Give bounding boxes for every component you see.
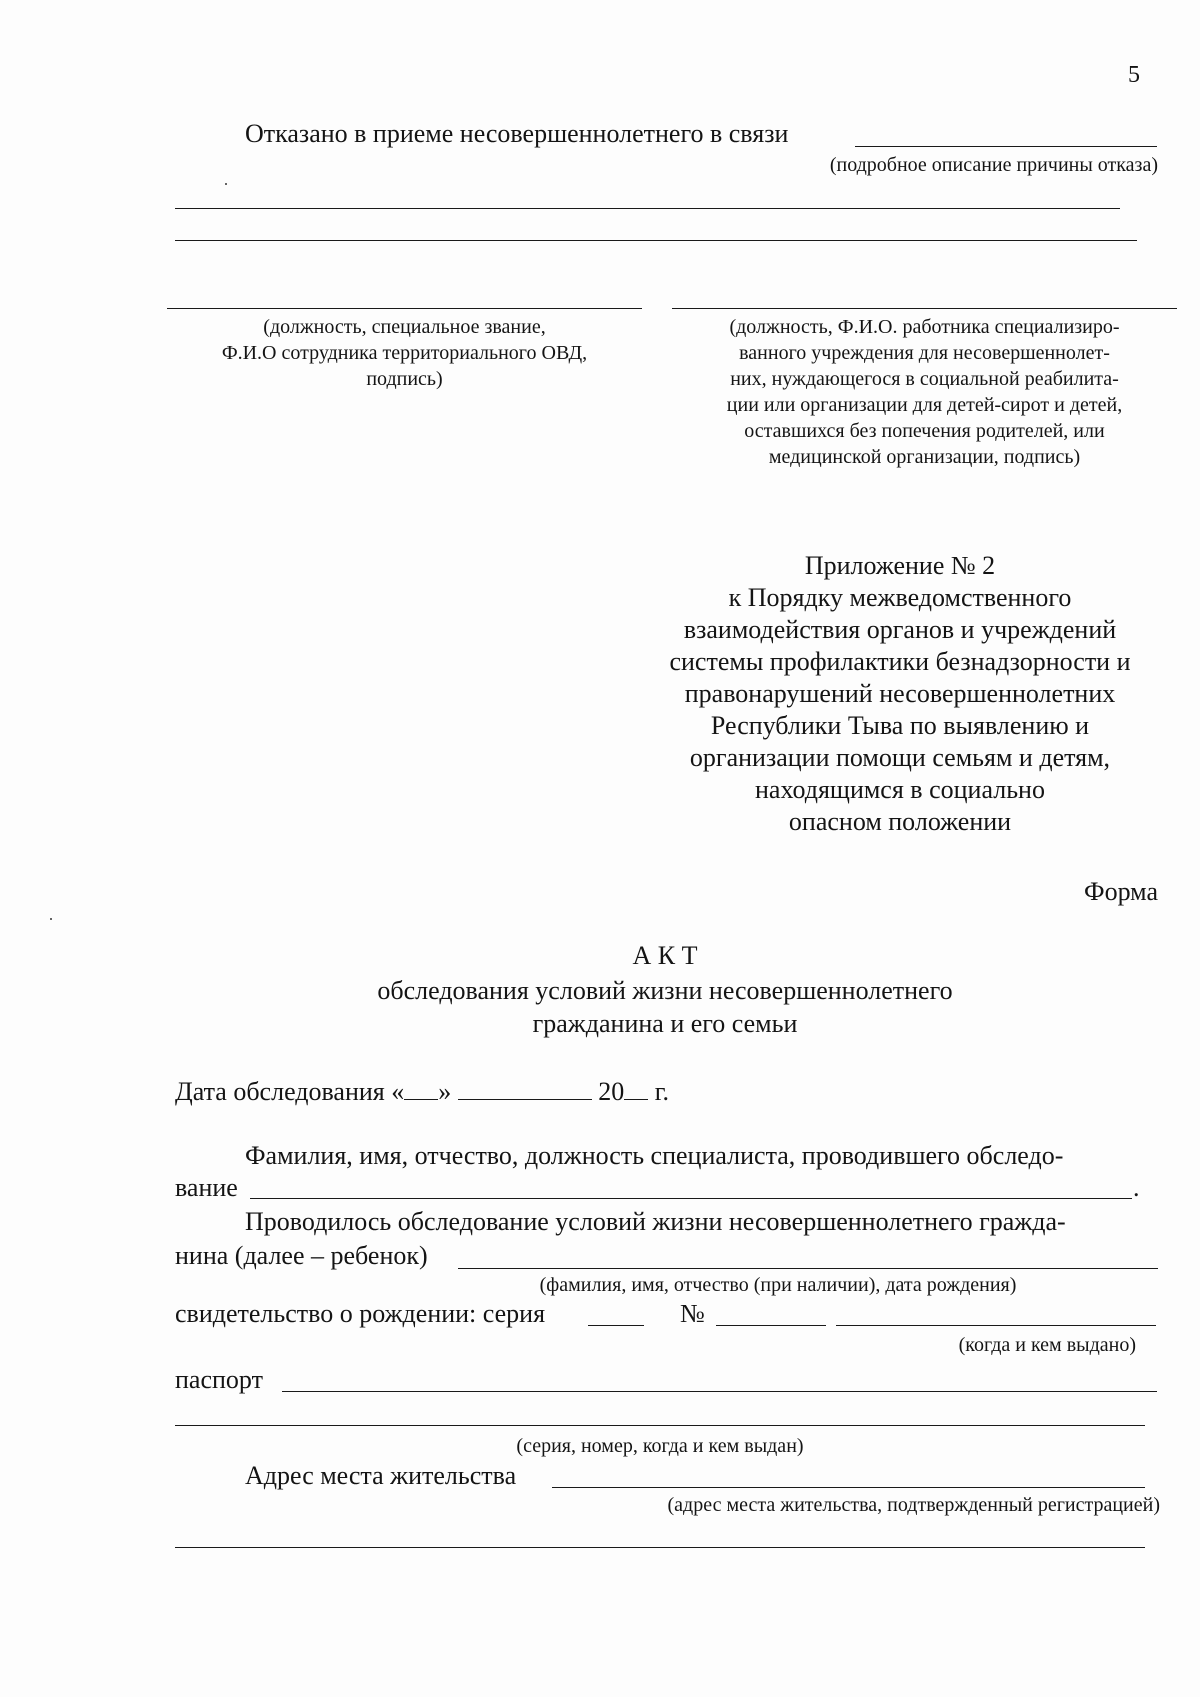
date-label: Дата обследования « xyxy=(175,1077,405,1106)
signature-caption-left: (должность, специальное звание, Ф.И.О сотрудника территориального ОВД, подпись) xyxy=(221,316,588,390)
appendix-line: системы профилактики безнадзорности и xyxy=(669,647,1131,676)
birth-cert-number-sign: № xyxy=(680,1299,705,1328)
refusal-text: Отказано в приеме несовершеннолетнего в связи xyxy=(245,119,789,148)
appendix-line: Приложение № 2 xyxy=(804,551,996,580)
date-year-suffix: г. xyxy=(654,1077,669,1106)
date-field xyxy=(175,1076,669,1108)
appendix-line: взаимодействия органов и учреждений xyxy=(683,615,1117,644)
address-label: Адрес места жительства xyxy=(245,1461,517,1490)
date-year-blank[interactable] xyxy=(624,1077,648,1100)
appendix-line: Республики Тыва по выявлению и xyxy=(710,711,1090,740)
page-number: 5 xyxy=(1128,62,1140,88)
passport-blank-line-1[interactable] xyxy=(282,1391,1157,1392)
address-caption: (адрес места жительства, подтвержденный регистрацией) xyxy=(667,1494,1160,1516)
refusal-blank-line xyxy=(855,146,1157,147)
refusal-reason-line-1 xyxy=(175,208,1120,209)
specialist-line-1: Фамилия, имя, отчество, должность специалиста, проводившего обследо- xyxy=(245,1141,1064,1170)
birth-cert-issued-blank[interactable] xyxy=(836,1325,1156,1326)
date-month-blank[interactable] xyxy=(458,1077,592,1100)
refusal-caption: (подробное описание причины отказа) xyxy=(829,154,1158,176)
specialist-line-2-label: вание xyxy=(175,1173,238,1202)
birth-cert-caption: (когда и кем выдано) xyxy=(958,1334,1136,1356)
passport-caption: (серия, номер, когда и кем выдан) xyxy=(516,1435,804,1457)
appendix-line: опасном положении xyxy=(788,807,1012,836)
appendix-line: к Порядку межведомственного xyxy=(728,583,1072,612)
act-subtitle-line-2: гражданина и его семьи xyxy=(532,1009,798,1038)
appendix-line: организации помощи семьям и детям, xyxy=(689,743,1111,772)
refusal-reason-line-2 xyxy=(175,240,1137,241)
date-year-prefix: 20 xyxy=(598,1077,625,1106)
birth-cert-number-blank[interactable] xyxy=(716,1325,826,1326)
child-line-2-label: нина (далее – ребенок) xyxy=(175,1241,428,1270)
address-blank-line-2[interactable] xyxy=(175,1547,1145,1548)
birth-cert-series-blank[interactable] xyxy=(588,1325,644,1326)
passport-blank-line-2[interactable] xyxy=(175,1425,1145,1426)
date-day-blank[interactable] xyxy=(404,1077,438,1100)
specialist-end-dot: . xyxy=(1133,1173,1140,1202)
form-label: Форма xyxy=(1084,877,1158,906)
speck-dot xyxy=(50,918,52,920)
appendix-line: правонарушений несовершеннолетних xyxy=(684,679,1116,708)
appendix-line: находящимся в социально xyxy=(755,775,1045,804)
signature-caption-right: (должность, Ф.И.О. работника специализиро- ванного учреждения для несовершеннолет- них, нуждающегося в социальной реабилита- ции или организации для детей-сирот и детей, оставшихся без попечения родителей, или медицинской организации, подпись) xyxy=(726,316,1123,468)
birth-cert-label: свидетельство о рождении: серия xyxy=(175,1299,546,1328)
signature-line-right xyxy=(672,308,1177,309)
child-caption: (фамилия, имя, отчество (при наличии), дата рождения) xyxy=(539,1274,1017,1296)
address-blank-line-1[interactable] xyxy=(552,1487,1145,1488)
act-subtitle-line-1: обследования условий жизни несовершеннолетнего xyxy=(377,976,953,1005)
passport-label: паспорт xyxy=(175,1365,263,1394)
appendix-block xyxy=(630,550,1170,838)
date-quote-close: » xyxy=(438,1077,452,1106)
act-title: А К Т xyxy=(632,941,698,970)
child-line-1: Проводилось обследование условий жизни несовершеннолетнего гражда- xyxy=(245,1207,1066,1236)
child-name-blank-line[interactable] xyxy=(458,1268,1158,1269)
specialist-blank-line[interactable] xyxy=(250,1198,1132,1199)
speck-dot xyxy=(225,183,227,185)
signature-line-left xyxy=(167,308,642,309)
